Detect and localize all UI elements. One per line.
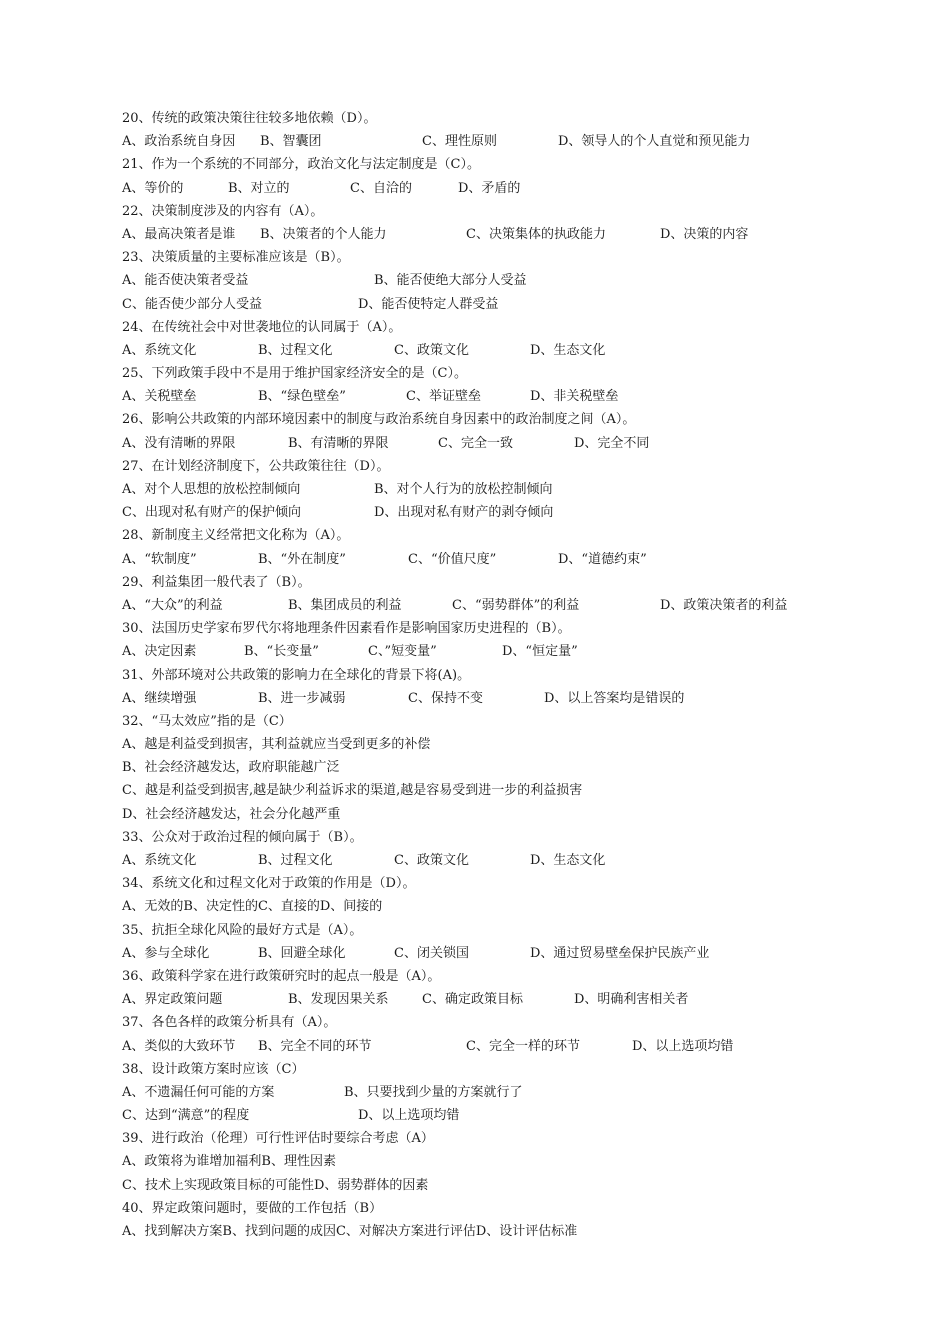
answer-option: B、能否使绝大部分人受益 [374, 273, 527, 289]
question-stem: 38、设计政策方案时应该（C） [122, 1061, 305, 1077]
options-row [122, 849, 922, 872]
options-row [122, 756, 922, 779]
answer-option: A、没有清晰的界限 [122, 435, 236, 451]
options-row [122, 385, 922, 408]
options-row [122, 432, 922, 455]
answer-option: A、系统文化 [122, 342, 197, 358]
answer-option: A、类似的大致环节 [122, 1038, 236, 1054]
question-stem: 34、系统文化和过程文化对于政策的作用是（D）。 [122, 876, 416, 892]
question-stem: 27、在计划经济制度下，公共政策往往（D）。 [122, 458, 390, 474]
question-stem: 20、传统的政策决策往往较多地依赖（D）。 [122, 111, 377, 126]
answer-option: A、最高决策者是谁 [122, 226, 236, 242]
answer-option: B、智囊团 [260, 134, 322, 150]
options-row [122, 1220, 922, 1243]
question-stem: 28、新制度主义经常把文化称为（A）。 [122, 528, 350, 544]
options-row [122, 1104, 922, 1127]
options-row [122, 1081, 922, 1104]
question-stem: 40、界定政策问题时，要做的工作包括（B） [122, 1200, 383, 1216]
answer-option: B、进一步减弱 [258, 690, 346, 706]
answer-option: C、政策文化 [394, 853, 469, 868]
answer-option: B、“外在制度” [258, 551, 346, 567]
answer-option: B、过程文化 [258, 342, 333, 358]
options-row [122, 548, 922, 571]
question-stem: 39、进行政治（伦理）可行性评估时要综合考虑（A） [122, 1131, 434, 1147]
answer-option: D、非关税壁垒 [530, 389, 619, 405]
answer-option: D、出现对私有财产的剥夺倾向 [374, 505, 554, 521]
answer-option: B、社会经济越发达，政府职能越广泛 [122, 760, 340, 776]
answer-option: B、“绿色壁垒” [258, 389, 346, 405]
answer-option: A、找到解决方案B、找到问题的成因C、对解决方案进行评估D、设计评估标准 [122, 1224, 578, 1239]
answer-option: C、保持不变 [408, 690, 483, 706]
answer-option: B、“长变量” [244, 644, 319, 660]
answer-option: A、无效的B、决定性的C、直接的D、间接的 [122, 899, 383, 915]
answer-option: D、生态文化 [530, 853, 606, 868]
answer-option: A、继续增强 [122, 690, 197, 706]
answer-option: C、“弱势群体”的利益 [452, 597, 580, 613]
answer-option: C、“价值尺度” [408, 551, 497, 567]
options-row [122, 1035, 922, 1058]
options-row [122, 1174, 922, 1197]
answer-option: C、闭关锁国 [394, 945, 469, 961]
options-row [122, 1150, 922, 1173]
options-row [122, 640, 922, 663]
answer-option: B、集团成员的利益 [288, 597, 402, 613]
answer-option: C、”短变量” [368, 644, 437, 660]
options-row [122, 803, 922, 826]
options-row [122, 269, 922, 292]
answer-option: A、能否使决策者受益 [122, 273, 249, 289]
question-stem: 31、外部环境对公共政策的影响力在全球化的背景下将(A)。 [122, 667, 471, 683]
options-row [122, 988, 922, 1011]
question-stem: 36、政策科学家在进行政策研究时的起点一般是（A）。 [122, 968, 441, 984]
answer-option: C、越是利益受到损害,越是缺少利益诉求的渠道,越是容易受到进一步的利益损害 [122, 783, 583, 799]
answer-option: C、能否使少部分人受益 [122, 296, 262, 312]
answer-option: D、领导人的个人直觉和预见能力 [558, 134, 751, 150]
answer-option: D、决策的内容 [660, 226, 749, 242]
options-row [122, 478, 922, 501]
answer-option: D、政策决策者的利益 [660, 597, 788, 613]
answer-option: A、“软制度” [122, 551, 197, 567]
options-row [122, 501, 922, 524]
options-row [122, 594, 922, 617]
options-row [122, 339, 922, 362]
answer-option: C、理性原则 [422, 134, 497, 150]
options-row [122, 779, 922, 802]
answer-option: C、自洽的 [350, 180, 412, 196]
answer-option: D、以上选项均错 [358, 1108, 460, 1124]
question-stem: 30、法国历史学家布罗代尔将地理条件因素看作是影响国家历史进程的（B）。 [122, 621, 571, 637]
answer-option: C、出现对私有财产的保护倾向 [122, 505, 301, 521]
question-stem: 25、下列政策手段中不是用于维护国家经济安全的是（C）。 [122, 366, 467, 382]
answer-option: D、社会经济越发达，社会分化越严重 [122, 806, 341, 822]
answer-option: A、参与全球化 [122, 945, 210, 961]
question-stem: 22、决策制度涉及的内容有（A）。 [122, 203, 324, 219]
answer-option: D、生态文化 [530, 342, 606, 358]
answer-option: D、完全不同 [574, 435, 650, 451]
answer-option: D、“恒定量” [502, 644, 578, 660]
answer-option: D、明确利害相关者 [574, 992, 689, 1008]
answer-option: D、“道德约束” [558, 551, 647, 567]
answer-option: B、回避全球化 [258, 945, 346, 961]
answer-option: A、系统文化 [122, 853, 197, 868]
options-row [122, 130, 922, 153]
answer-option: B、只要找到少量的方案就行了 [344, 1084, 523, 1100]
question-stem: 24、在传统社会中对世袭地位的认同属于（A）。 [122, 319, 402, 335]
answer-option: A、等价的 [122, 180, 184, 196]
question-stem: 33、公众对于政治过程的倾向属于（B）。 [122, 829, 363, 845]
question-stem: 35、抗拒全球化风险的最好方式是（A）。 [122, 922, 363, 938]
answer-option: C、确定政策目标 [422, 992, 523, 1008]
answer-option: B、对个人行为的放松控制倾向 [374, 482, 553, 497]
answer-option: A、政治系统自身因 [122, 134, 236, 150]
answer-option: D、通过贸易壁垒保护民族产业 [530, 945, 710, 961]
answer-option: A、“大众”的利益 [122, 597, 223, 613]
options-row [122, 733, 922, 756]
question-stem: 23、决策质量的主要标准应该是（B）。 [122, 250, 350, 266]
answer-option: D、能否使特定人群受益 [358, 296, 499, 312]
question-stem: 32、“马太效应”指的是（C） [122, 713, 292, 729]
options-row [122, 223, 922, 246]
answer-option: D、以上选项均错 [632, 1038, 734, 1054]
answer-option: B、决策者的个人能力 [260, 226, 387, 242]
answer-option: B、对立的 [228, 180, 290, 196]
answer-option: C、完全一致 [438, 435, 513, 451]
question-stem: 37、各色各样的政策分析具有（A）。 [122, 1015, 337, 1031]
answer-option: C、完全一样的环节 [466, 1038, 580, 1054]
answer-option: C、政策文化 [394, 342, 469, 358]
answer-option: A、不遗漏任何可能的方案 [122, 1084, 275, 1100]
answer-option: A、对个人思想的放松控制倾向 [122, 482, 301, 497]
answer-option: A、界定政策问题 [122, 992, 223, 1008]
answer-option: C、决策集体的执政能力 [466, 226, 606, 242]
answer-option: A、政策将为谁增加福利B、理性因素 [122, 1154, 336, 1170]
question-document [122, 107, 922, 1243]
answer-option: C、达到“满意”的程度 [122, 1108, 250, 1124]
answer-option: A、决定因素 [122, 644, 197, 660]
question-stem: 26、影响公共政策的内部环境因素中的制度与政治系统自身因素中的政治制度之间（A）。 [122, 412, 636, 428]
options-row [122, 942, 922, 965]
answer-option: C、技术上实现政策目标的可能性D、弱势群体的因素 [122, 1177, 429, 1193]
options-row [122, 895, 922, 918]
answer-option: D、矛盾的 [458, 180, 521, 196]
answer-option: B、发现因果关系 [288, 992, 389, 1008]
answer-option: A、关税壁垒 [122, 389, 197, 405]
answer-option: B、完全不同的环节 [258, 1038, 372, 1054]
answer-option: B、过程文化 [258, 853, 333, 868]
question-stem: 21、作为一个系统的不同部分，政治文化与法定制度是（C）。 [122, 157, 480, 173]
options-row [122, 687, 922, 710]
question-stem: 29、利益集团一般代表了（B）。 [122, 574, 311, 590]
answer-option: D、以上答案均是错误的 [544, 690, 685, 706]
answer-option: A、越是利益受到损害，其利益就应当受到更多的补偿 [122, 737, 431, 753]
options-row [122, 177, 922, 200]
answer-option: B、有清晰的界限 [288, 435, 389, 451]
answer-option: C、举证壁垒 [406, 389, 481, 405]
options-row [122, 293, 922, 316]
